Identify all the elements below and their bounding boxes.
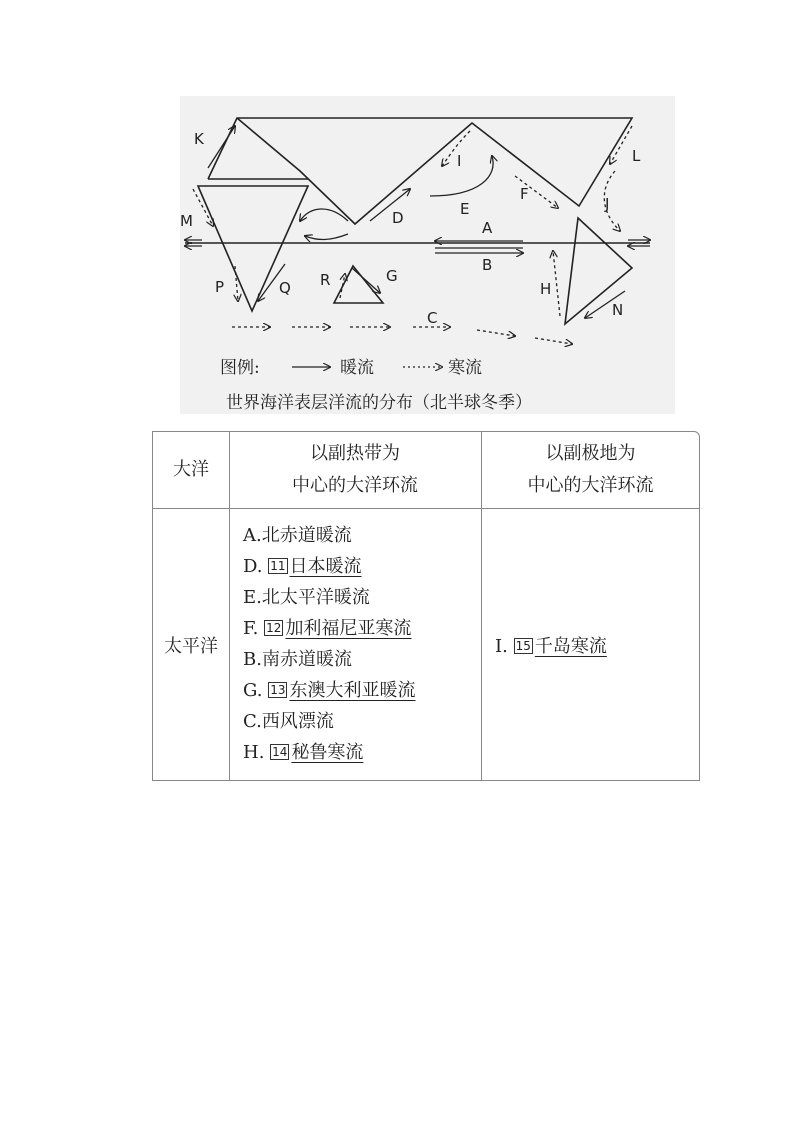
list-item: D. 11 日本暖流 [243, 556, 362, 577]
list-item: A.北赤道暖流 [243, 525, 352, 546]
list-item: F. 12 加利福尼亚寒流 [243, 618, 412, 639]
answer-number-box: 11 [270, 559, 286, 573]
table-header-divider [153, 508, 699, 509]
australia-shape [334, 266, 383, 303]
cell-ocean-pacific: 太平洋 [164, 636, 218, 657]
current-c-arrow-6 [535, 338, 572, 344]
answer-number-box: 13 [270, 683, 286, 697]
header-subtropical-line2: 中心的大洋环流 [292, 475, 418, 496]
ocean-circulation-table [152, 431, 700, 781]
legend-title: 图例: [220, 358, 260, 378]
current-c-arrow-5 [477, 330, 515, 336]
label-g: G [386, 267, 398, 285]
list-item: E.北太平洋暖流 [243, 587, 370, 608]
current-e-arrow [430, 156, 493, 196]
answer-number-box: 12 [266, 621, 282, 635]
answer-number-box: 14 [272, 745, 288, 759]
header-subtropical [229, 438, 481, 502]
header-subpolar [481, 438, 700, 502]
current-r-arrow [340, 274, 345, 298]
list-item: H. 14 秘鲁寒流 [243, 742, 364, 763]
header-subpolar-line2: 中心的大洋环流 [527, 475, 654, 496]
label-m: M [180, 212, 193, 230]
label-i: I [457, 152, 462, 170]
label-r: R [320, 271, 331, 289]
legend-cold-label: 寒流 [448, 358, 482, 378]
label-c: C [427, 309, 438, 327]
subpolar-current-item: I. 15 千岛寒流 [495, 636, 607, 657]
label-d: D [392, 209, 404, 227]
current-h-arrow [553, 251, 560, 316]
ocean-current-diagram [180, 96, 675, 414]
current-k-arrow [208, 126, 235, 168]
current-mid-arrow-2 [305, 234, 348, 240]
current-l-arrow [610, 126, 632, 164]
label-f: F [520, 185, 529, 203]
list-item: G. 13 东澳大利亚暖流 [243, 680, 416, 701]
label-j: J [605, 195, 610, 213]
header-subpolar-line1: 以副极地为 [545, 443, 636, 464]
figure-caption: 世界海洋表层洋流的分布（北半球冬季） [226, 393, 532, 413]
subtropical-current-list [243, 524, 478, 774]
top-outline [208, 118, 632, 224]
list-item: C.西风漂流 [243, 711, 334, 732]
label-h: H [540, 280, 552, 298]
header-ocean: 大洋 [173, 459, 209, 480]
label-p: P [215, 278, 225, 296]
header-subtropical-line1: 以副热带为 [310, 443, 400, 464]
answer-number-box: 15 [515, 639, 531, 653]
label-a: A [482, 219, 493, 237]
diagram-canvas [180, 96, 675, 414]
current-m-cold-arrow [193, 189, 213, 226]
label-b: B [482, 256, 493, 274]
label-n: N [612, 301, 624, 319]
label-l: L [632, 147, 641, 165]
legend-warm-label: 暖流 [340, 358, 374, 378]
label-k: K [194, 130, 204, 148]
label-e: E [460, 200, 470, 218]
current-g-arrow [352, 268, 380, 293]
list-item: B.南赤道暖流 [243, 649, 352, 670]
label-q: Q [279, 279, 291, 297]
